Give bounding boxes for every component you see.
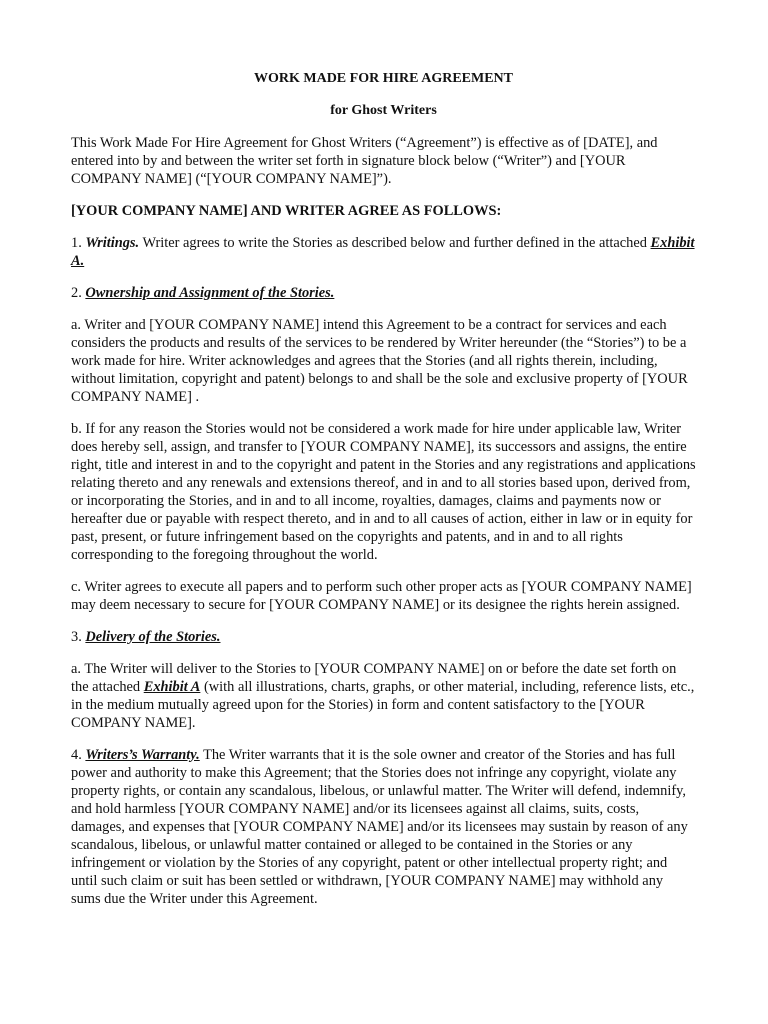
- section-3a-exhibit-ref: Exhibit A: [143, 679, 201, 695]
- agree-heading: [YOUR COMPANY NAME] AND WRITER AGREE AS FOLLOWS:: [71, 203, 502, 219]
- section-3-heading: [71, 628, 696, 646]
- section-3-title: Delivery of the Stories.: [85, 629, 221, 645]
- section-2c-paragraph: c. Writer agrees to execute all papers and to perform such other proper acts as [YOUR COMPANY NAME] may deem necessary to secure for [YOUR COMPANY NAME] or its designee the rights herein assigned.: [71, 579, 692, 613]
- intro-paragraph: This Work Made For Hire Agreement for Ghost Writers (“Agreement”) is effective as of [DATE], and entered into by and between the writer set forth in signature block below (“Writer”) and [YOUR COMPANY NAME] (“[YOUR COMPANY NAME]”).: [71, 135, 658, 187]
- section-2-title: Ownership and Assignment of the Stories.: [85, 285, 335, 301]
- section-3a-text-pre: a. The Writer will deliver to the Stories to [YOUR COMPANY NAME] on or before the date set forth on the attached: [71, 661, 677, 695]
- section-1-paragraph: [71, 234, 696, 270]
- section-1-number: 1.: [71, 235, 86, 251]
- section-1-exhibit-ref: Exhibit A.: [71, 235, 695, 269]
- section-4-number: 4.: [71, 747, 86, 763]
- section-2a-paragraph: a. Writer and [YOUR COMPANY NAME] intend this Agreement to be a contract for services and each considers the products and results of the services to be rendered by Writer hereunder (the “Stories”) to be a work made for hire. Writer acknowledges and agrees that the Stories (and all rights therein, including, without limitation, copyright and patent) belongs to and shall be the sole and exclusive property of [YOUR COMPANY NAME] .: [71, 317, 688, 405]
- section-1-title: Writings.: [85, 235, 140, 251]
- document-subtitle: for Ghost Writers: [330, 103, 437, 118]
- section-4-title: Writers’s Warranty.: [85, 747, 200, 763]
- section-2-heading: [71, 284, 696, 302]
- section-3a-text-post: (with all illustrations, charts, graphs, or other material, including, reference lists, etc., in the medium mutually agreed upon for the Stories) in form and content satisfactory to the [YOUR COMPANY NAME].: [71, 679, 695, 731]
- section-4-text: The Writer warrants that it is the sole owner and creator of the Stories and has full power and authority to make this Agreement; that the Stories does not infringe any copyright, violate any property rights, or contain any scandalous, libelous, or unlawful matter. The Writer will defend, indemnify, and hold harmless [YOUR COMPANY NAME] and/or its licensees against all claims, suits, costs, damages, and expenses that [YOUR COMPANY NAME] and/or its licensees may sustain by reason of any scandalous, libelous, or unlawful matter contained or alleged to be contained in the Stories or any infringement or violation by the Stories of any copyright, patent or other intellectual property right; and until such claim or suit has been settled or withdrawn, [YOUR COMPANY NAME] may withhold any sums due the Writer under this Agreement.: [71, 747, 688, 907]
- section-3a-paragraph: [71, 660, 696, 732]
- section-3-number: 3.: [71, 629, 86, 645]
- section-1-text: Writer agrees to write the Stories as described below and further defined in the attached: [139, 235, 651, 251]
- section-4-paragraph: [71, 746, 696, 908]
- section-2b-paragraph: b. If for any reason the Stories would not be considered a work made for hire under applicable law, Writer does hereby sell, assign, and transfer to [YOUR COMPANY NAME], its successors and assigns, the entire right, title and interest in and to the copyright and patent in the Stories and any registrations and applications relating thereto and any renewals and extensions thereof, and in and to all stories based upon, derived from, or incorporating the Stories, and in and to all income, royalties, damages, claims and payments now or hereafter due or payable with respect thereto, and in and to all causes of action, either in law or in equity for past, present, or future infringement based on the copyrights and patents, and in and to all rights corresponding to the foregoing throughout the world.: [71, 421, 696, 563]
- section-2-number: 2.: [71, 285, 86, 301]
- document-title: WORK MADE FOR HIRE AGREEMENT: [253, 71, 513, 86]
